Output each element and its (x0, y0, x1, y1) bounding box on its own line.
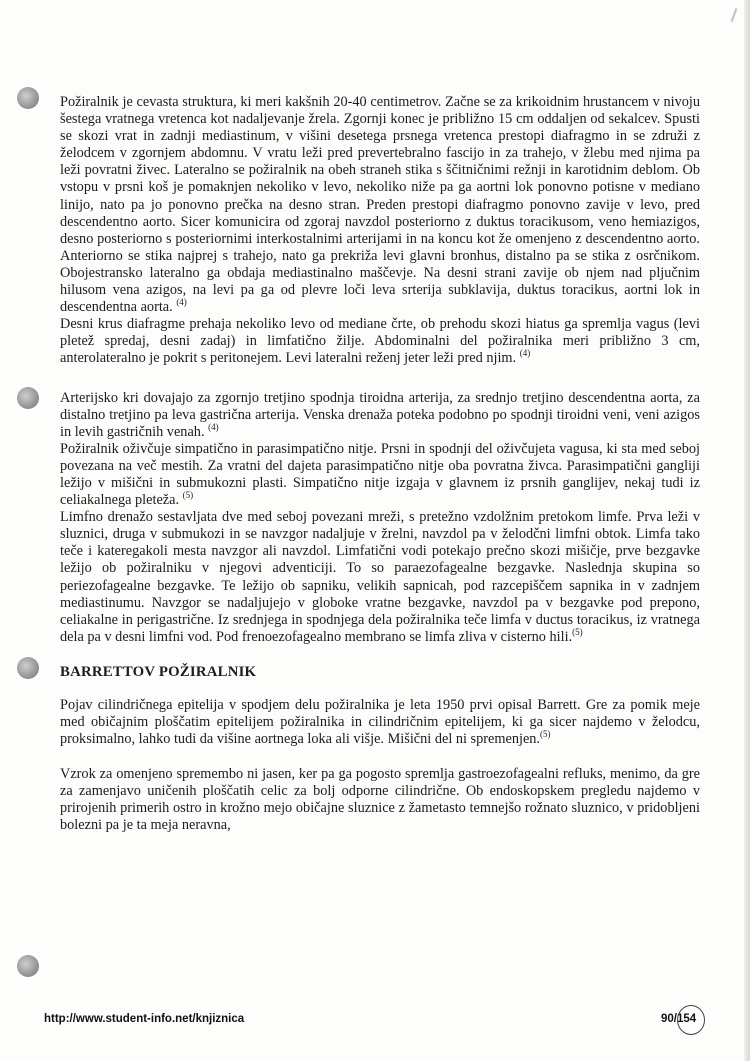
citation-ref: (5) (182, 490, 194, 501)
punch-hole-icon (17, 387, 39, 409)
punch-hole-icon (17, 955, 39, 977)
citation-ref: (5) (572, 627, 583, 638)
paragraph-text: Limfno drenažo sestavljata dve med seboj povezani mreži, s pretežno vzdolžnim pretokom limfe. Prva leži v sluznici, druga v submukozi in se navzgor nadaljuje v žrelni, navzdol pa v želodčni limfni obtok. Limfa tako teče i kateregakoli mesta navzgor ali navzdol. Limfatični vodi potekajo prečno skozi mišičje, prve bezgavke ležijo ob požiralniku v njegovi adventiciji. To so paraezofagealne bezgavke. Naslednja skupina so periezofagealne bezgavke. Te ležijo ob sapniku, velikih sapnicah, pod razcepiščem sapnika in v zadnjem mediastinumu. Navzgor se nadaljujejo v globoke vratne bezgavke, navzdol pa v bezgavke pod prepono, celiakalne in perigastrične. Iz srednjega in spodnjega dela požiralnika teče limfa v ductus toracikus, iz vratnega dela pa v desni limfni vod. Pod frenoezofagealno membrano se limfa zliva v cisterno hili. (60, 509, 700, 645)
page-number: 90/154 (661, 1013, 697, 1025)
punch-hole-icon (17, 87, 39, 109)
paragraph (60, 94, 700, 316)
paragraph-text: Vzrok za omenjeno spremembo ni jasen, ker pa ga pogosto spremlja gastroezofagealni refluks, menimo, da gre za zamenjavo uničenih ploščatih celic za bolj odporne cilindrične. Ob endoskopskem pregledu najdemo v prirojenih primerih ostro in krožno mejo običajne sluznice z žametasto temnejšo rožnato sluznico, v pridobljeni bolezni pa je ta meja neravna, (60, 766, 700, 834)
citation-ref: (4) (208, 421, 219, 432)
citation-ref: (4) (176, 297, 187, 308)
page-edge-shadow (744, 0, 750, 1061)
scan-mark (731, 8, 738, 22)
paragraph (60, 390, 700, 441)
paragraph-text: Požiralnik oživčuje simpatično in parasimpatično nitje. Prsni in spodnji del oživčujeta vagusa, ki sta med seboj povezana na več mestih. Za vratni del dajeta parasimpatično nitje oba povratna živca. Parasimpatični gangliji ležijo v mišični in submukozni plasti. Simpatično nitje izgaja v glavnem iz prsnih ganglijev, nekaj tudi iz celiakalnega pleteža. (60, 440, 700, 509)
paragraph (60, 441, 700, 509)
paragraph-text: Desni krus diafragme prehaja nekoliko levo od mediane črte, ob prehodu skozi hiatus ga spremlja vagus (levi pletež spredaj, desni zadaj) in limfatično žilje. Abdominalni del požiralnika meri približno 3 cm, anterolateralno je pokrit s peritonejem. Levi lateralni reženj jeter leži pred njim. (60, 316, 700, 367)
paragraph (60, 766, 700, 834)
section-heading: BARRETTOV POŽIRALNIK (60, 663, 257, 680)
page-stamp-icon (677, 1005, 705, 1035)
document-body (60, 94, 700, 835)
paragraph (60, 316, 700, 367)
paragraph-text: Pojav cilindričnega epitelija v spodjem delu požiralnika je leta 1950 prvi opisal Barrett. Gre za pomik meje med običajnim ploščatim epitelijem požiralnika in cilindričnim epitelijem, ki ga sicer najdemo v želodcu, proksimalno, lahko tudi da višine aortnega loka ali višje. Mišični del ni spremenjen. (60, 696, 700, 748)
footer-link[interactable]: http://www.student-info.net/knjiznica (44, 1013, 245, 1025)
paragraph (60, 697, 700, 748)
punch-hole-icon (17, 657, 39, 679)
paragraph (60, 509, 700, 646)
paragraph-text: Arterijsko kri dovajajo za zgornjo tretjino spodnja tiroidna arterija, za srednjo tretjino descendentna aorta, za distalno tretjino pa leva gastrična arterija. Venska drenaža poteka podobno po spodnji tiroidni veni, veni azigos in levih gastričnih venah. (60, 389, 700, 440)
paragraph-text: Požiralnik je cevasta struktura, ki meri kakšnih 20-40 centimetrov. Začne se za krikoidnim hrustancem v nivoju šestega vratnega vretenca kot nadaljevanje žrela. Zgornji konec je približno 15 cm oddaljen od sekalcev. Spusti se skozi vrat in zadnji mediastinum, v višini desetega prsnega vretenca prestopi diafragmo in se združi z želodcem v zgornjem abdomnu. V vratu leži pred prevertebralno fascijo in za trahejo, v žlebu med njima pa leži povratni živec. Lateralno se požiralnik na obeh straneh stika s ščitničnimi režnji in karotidnim deblom. Ob vstopu v prsni koš je pomaknjen nekoliko v levo, nekoliko niže pa ga aortni lok ponovno potisne v mediano linijo, nato pa jo ponovno prečka na desno stran. Preden prestopi diafragmo ponovno zavije v levo, pred descendentno aorto. Sicer komunicira od zgoraj navzdol posteriorno z duktus toracikusom, veno hemiazigos, desno posteriorno s posteriornimi interkostalnimi arterijami in na koncu kot že omenjeno z descendentno aorto. Anteriorno se stika najprej s trahejo, nato ga prekriža levi glavni bronhus, distalno pa se stika z osrčnikom. Obojestransko lateralno ga obdaja mediastinalno maščevje. Na desni strani zavije ob njem nad pljučnim hilusom vena azigos, na levi pa ga od plevre loči leva srterija subklavija, duktus toracikus, aortni lok in descendentna aorta. (60, 94, 700, 316)
citation-ref: (5) (540, 729, 551, 740)
citation-ref: (4) (519, 348, 531, 359)
